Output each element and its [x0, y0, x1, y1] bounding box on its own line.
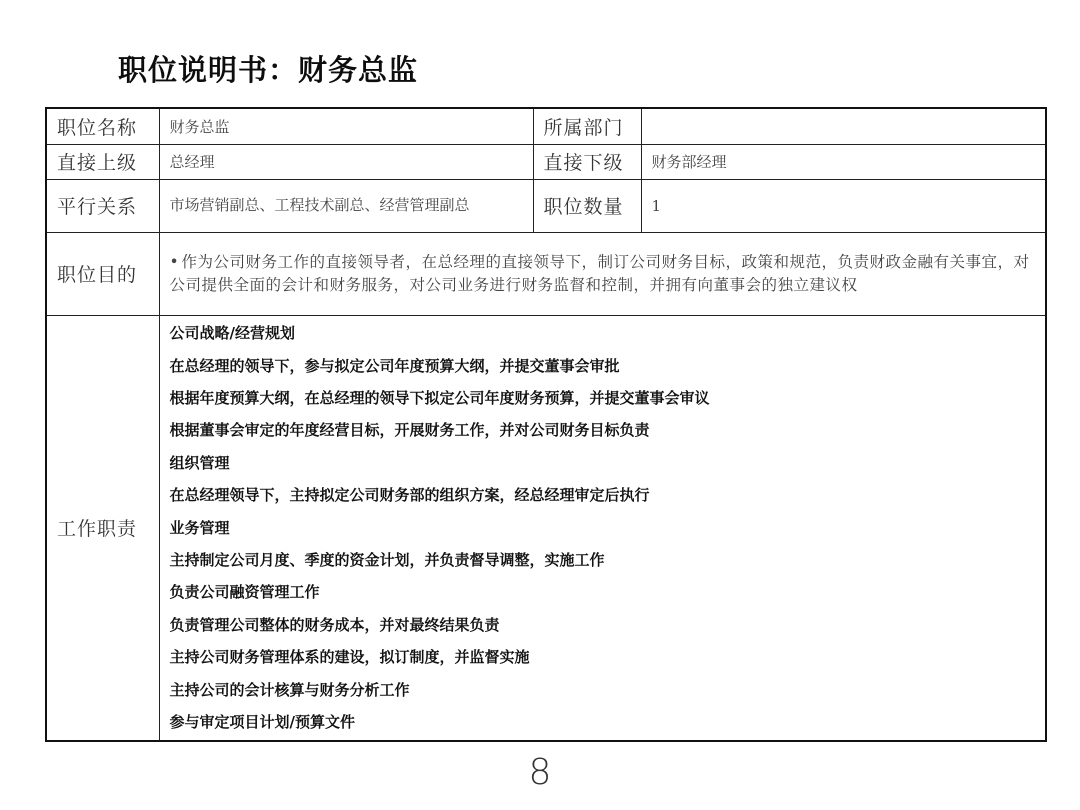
duty-heading-organization: 组织管理: [169, 453, 230, 472]
parallel-relation-label: 平行关系: [46, 179, 159, 232]
department-value: [641, 108, 1046, 144]
position-name-label: 职位名称: [46, 108, 159, 144]
duty-item: 主持公司财务管理体系的建设，拟订制度，并监督实施: [169, 648, 530, 667]
duty-item: 负责公司融资管理工作: [169, 583, 320, 602]
department-label: 所属部门: [533, 108, 641, 144]
table-row: [46, 144, 1046, 179]
direct-superior-label: 直接上级: [46, 144, 159, 179]
parallel-relation-value: 市场营销副总、工程技术副总、经营管理副总: [159, 179, 533, 232]
position-count-value: 1: [641, 179, 1046, 232]
duty-item: 根据董事会审定的年度经营目标，开展财务工作，并对公司财务目标负责: [169, 421, 650, 440]
duties-list: [159, 315, 1046, 741]
duty-heading-business: 业务管理: [169, 518, 230, 537]
job-description-table: [45, 107, 1047, 742]
page-number: 8: [528, 752, 552, 793]
page-title: 职位说明书：财务总监: [118, 53, 419, 87]
position-count-label: 职位数量: [533, 179, 641, 232]
duty-item: 主持制定公司月度、季度的资金计划，并负责督导调整，实施工作: [169, 550, 605, 569]
purpose-text: 作为公司财务工作的直接领导者，在总经理的直接领导下，制订公司财务目标，政策和规范，负责财政金融有关事宜，对公司提供全面的会计和财务服务，对公司业务进行财务监督和控制，并拥有向董事会的独立建议权: [169, 252, 1030, 294]
purpose-value: [159, 232, 1046, 315]
table-row: [46, 232, 1046, 315]
duty-item: 在总经理领导下，主持拟定公司财务部的组织方案，经总经理审定后执行: [169, 486, 650, 505]
duties-label: 工作职责: [46, 315, 159, 741]
duty-item: 参与审定项目计划/预算文件: [169, 712, 355, 731]
purpose-label: 职位目的: [46, 232, 159, 315]
table-row: [46, 315, 1046, 741]
table-row: [46, 179, 1046, 232]
duty-item: 主持公司的会计核算与财务分析工作: [169, 680, 410, 699]
duty-item: 根据年度预算大纲，在总经理的领导下拟定公司年度财务预算，并提交董事会审议: [169, 388, 710, 407]
table-row: [46, 108, 1046, 144]
duty-item: 负责管理公司整体的财务成本，并对最终结果负责: [169, 615, 500, 634]
bullet-icon: •: [169, 252, 180, 271]
direct-subordinate-label: 直接下级: [533, 144, 641, 179]
direct-superior-value: 总经理: [159, 144, 533, 179]
direct-subordinate-value: 财务部经理: [641, 144, 1046, 179]
duty-heading-strategy: 公司战略/经营规划: [169, 324, 295, 343]
duty-item: 在总经理的领导下，参与拟定公司年度预算大纲，并提交董事会审批: [169, 356, 620, 375]
position-name-value: 财务总监: [159, 108, 533, 144]
